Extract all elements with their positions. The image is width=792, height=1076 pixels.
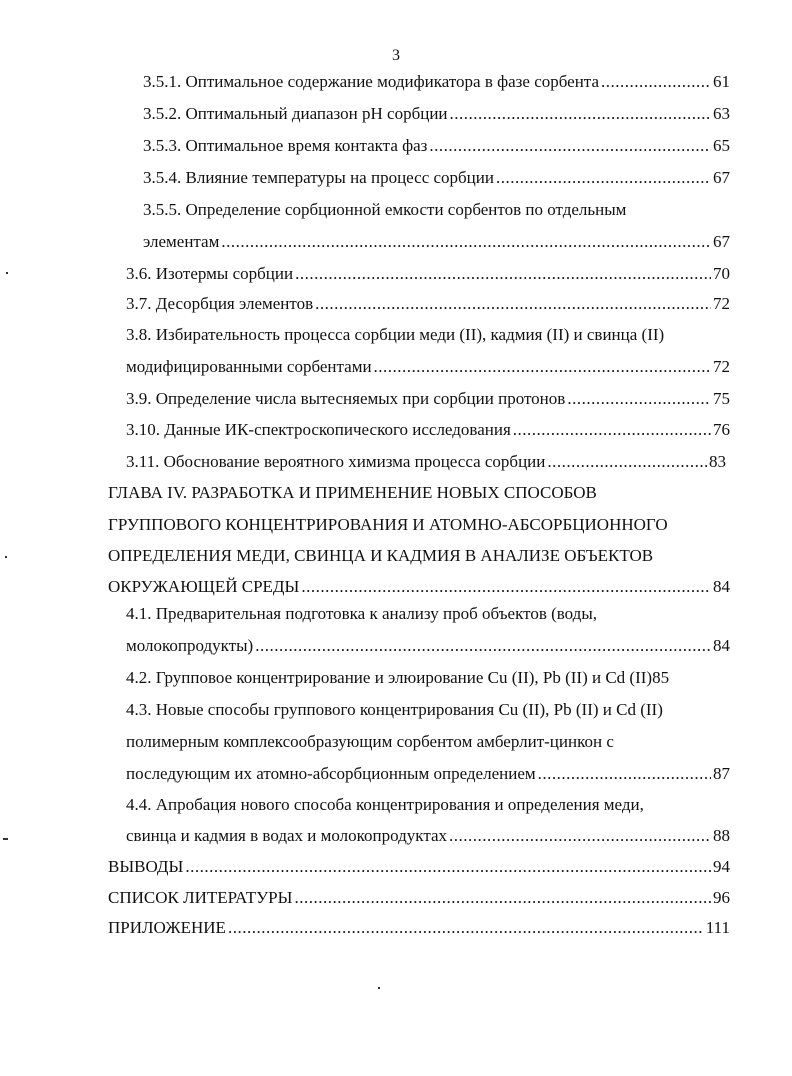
toc-entry-3-11 (126, 450, 726, 474)
leader-dots (294, 886, 711, 910)
toc-entry-page: 87 (713, 764, 730, 783)
toc-entry-4-3 (126, 762, 730, 786)
toc-entry-title: 3.11. Обоснование вероятного химизма процесса сорбции (126, 452, 546, 471)
toc-entry-3-5-3 (143, 134, 730, 158)
leader-dots (538, 762, 711, 786)
scan-speck (3, 838, 8, 840)
chapter-4-line1: ГЛАВА IV. РАЗРАБОТКА И ПРИМЕНЕНИЕ НОВЫХ СПОСОБОВ (108, 483, 597, 502)
leader-dots (450, 102, 711, 126)
toc-entry-title: свинца и кадмия в водах и молокопродуктах (126, 826, 448, 845)
toc-entry-page: 67 (713, 232, 730, 251)
scan-speck (378, 987, 380, 989)
toc-entry-page: 94 (713, 857, 730, 876)
leader-dots (228, 916, 704, 940)
leader-dots (295, 262, 711, 286)
toc-entry-page: 65 (713, 136, 730, 155)
toc-entry-3-5-5-line1: 3.5.5. Определение сорбционной емкости сорбентов по отдельным (143, 200, 627, 219)
toc-entry-4-3-line1: 4.3. Новые способы группового концентрирования Cu (II), Pb (II) и Cd (II) (126, 700, 663, 719)
chapter-4-line3: ОПРЕДЕЛЕНИЯ МЕДИ, СВИНЦА И КАДМИЯ В АНАЛИЗЕ ОБЪЕКТОВ (108, 546, 654, 565)
toc-entry-appendix (108, 916, 730, 940)
toc-entry-3-5-2 (143, 102, 730, 126)
toc-entry-page: 83 (709, 452, 726, 471)
leader-dots (255, 634, 711, 658)
toc-entry-title: 3.5.1. Оптимальное содержание модификатора в фазе сорбента (143, 72, 599, 91)
toc-entry-3-5-5 (143, 230, 730, 254)
toc-entry-page: 111 (705, 918, 730, 937)
page-number: 3 (392, 47, 400, 64)
toc-entry-4-3-line2: полимерным комплексообразующим сорбентом амберлит-цинкон с (126, 732, 614, 751)
toc-entry-chapter-4 (108, 575, 730, 599)
leader-dots (601, 70, 711, 94)
toc-entry-page: 72 (713, 357, 730, 376)
toc-entry-page: 84 (713, 577, 730, 596)
toc-entry-page: 76 (713, 420, 730, 439)
leader-dots (221, 230, 711, 254)
toc-entry-references (108, 886, 730, 910)
scan-speck (5, 556, 7, 558)
toc-entry-title: 3.6. Изотермы сорбции (126, 264, 294, 283)
leader-dots (301, 575, 711, 599)
toc-entry-4-1-line1: 4.1. Предварительная подготовка к анализу проб объектов (воды, (126, 604, 597, 623)
leader-dots (374, 355, 711, 379)
toc-entry-page: 70 (713, 264, 730, 283)
toc-entry-title: 3.7. Десорбция элементов (126, 294, 314, 313)
leader-dots (429, 134, 711, 158)
toc-entry-title: СПИСОК ЛИТЕРАТУРЫ (108, 888, 293, 907)
toc-entry-3-10 (126, 418, 730, 442)
toc-entry-3-9 (126, 387, 730, 411)
leader-dots (513, 418, 711, 442)
toc-entry-title: 3.9. Определение числа вытесняемых при сорбции протонов (126, 389, 566, 408)
toc-entry-page: 96 (713, 888, 730, 907)
toc-entry-title: ВЫВОДЫ (108, 857, 184, 876)
toc-entry-title: 4.2. Групповое концентрирование и элюирование Cu (II), Pb (II) и Cd (II) (126, 668, 653, 687)
toc-entry-3-8 (126, 355, 730, 379)
toc-entry-4-2 (126, 666, 669, 690)
toc-entry-page: 72 (713, 294, 730, 313)
toc-entry-4-4-line1: 4.4. Апробация нового способа концентрирования и определения меди, (126, 795, 644, 814)
toc-entry-page: 88 (713, 826, 730, 845)
leader-dots (315, 292, 711, 316)
scan-speck (6, 272, 8, 274)
toc-entry-4-1 (126, 634, 730, 658)
leader-dots (496, 166, 711, 190)
toc-entry-3-7 (126, 292, 730, 316)
leader-dots (449, 824, 711, 848)
toc-entry-title: 3.10. Данные ИК-спектроскопического исследования (126, 420, 511, 439)
leader-dots (185, 855, 711, 879)
toc-entry-page: 67 (713, 168, 730, 187)
toc-entry-title: элементам (143, 232, 220, 251)
toc-entry-page: 61 (713, 72, 730, 91)
toc-entry-page: 63 (713, 104, 730, 123)
toc-entry-title: модифицированными сорбентами (126, 357, 372, 376)
toc-entry-3-6 (126, 262, 730, 286)
chapter-4-line2: ГРУППОВОГО КОНЦЕНТРИРОВАНИЯ И АТОМНО-АБСОРБЦИОННОГО (108, 515, 668, 534)
toc-entry-title: ПРИЛОЖЕНИЕ (108, 918, 226, 937)
toc-entry-3-8-line1: 3.8. Избирательность процесса сорбции меди (II), кадмия (II) и свинца (II) (126, 325, 665, 344)
toc-entry-3-5-4 (143, 166, 730, 190)
toc-entry-page: 85 (652, 668, 670, 687)
toc-entry-title: 3.5.3. Оптимальное время контакта фаз (143, 136, 428, 155)
toc-entry-title: последующим их атомно-абсорбционным определением (126, 764, 536, 783)
toc-entry-page: 75 (713, 389, 730, 408)
leader-dots (567, 387, 711, 411)
toc-entry-title: молокопродукты) (126, 636, 254, 655)
leader-dots (547, 450, 707, 474)
toc-entry-title: 3.5.4. Влияние температуры на процесс сорбции (143, 168, 494, 187)
toc-entry-title: ОКРУЖАЮЩЕЙ СРЕДЫ (108, 577, 300, 596)
toc-entry-title: 3.5.2. Оптимальный диапазон pH сорбции (143, 104, 448, 123)
toc-entry-conclusions (108, 855, 730, 879)
toc-entry-3-5-1 (143, 70, 730, 94)
toc-entry-4-4 (126, 824, 730, 848)
toc-entry-page: 84 (713, 636, 730, 655)
